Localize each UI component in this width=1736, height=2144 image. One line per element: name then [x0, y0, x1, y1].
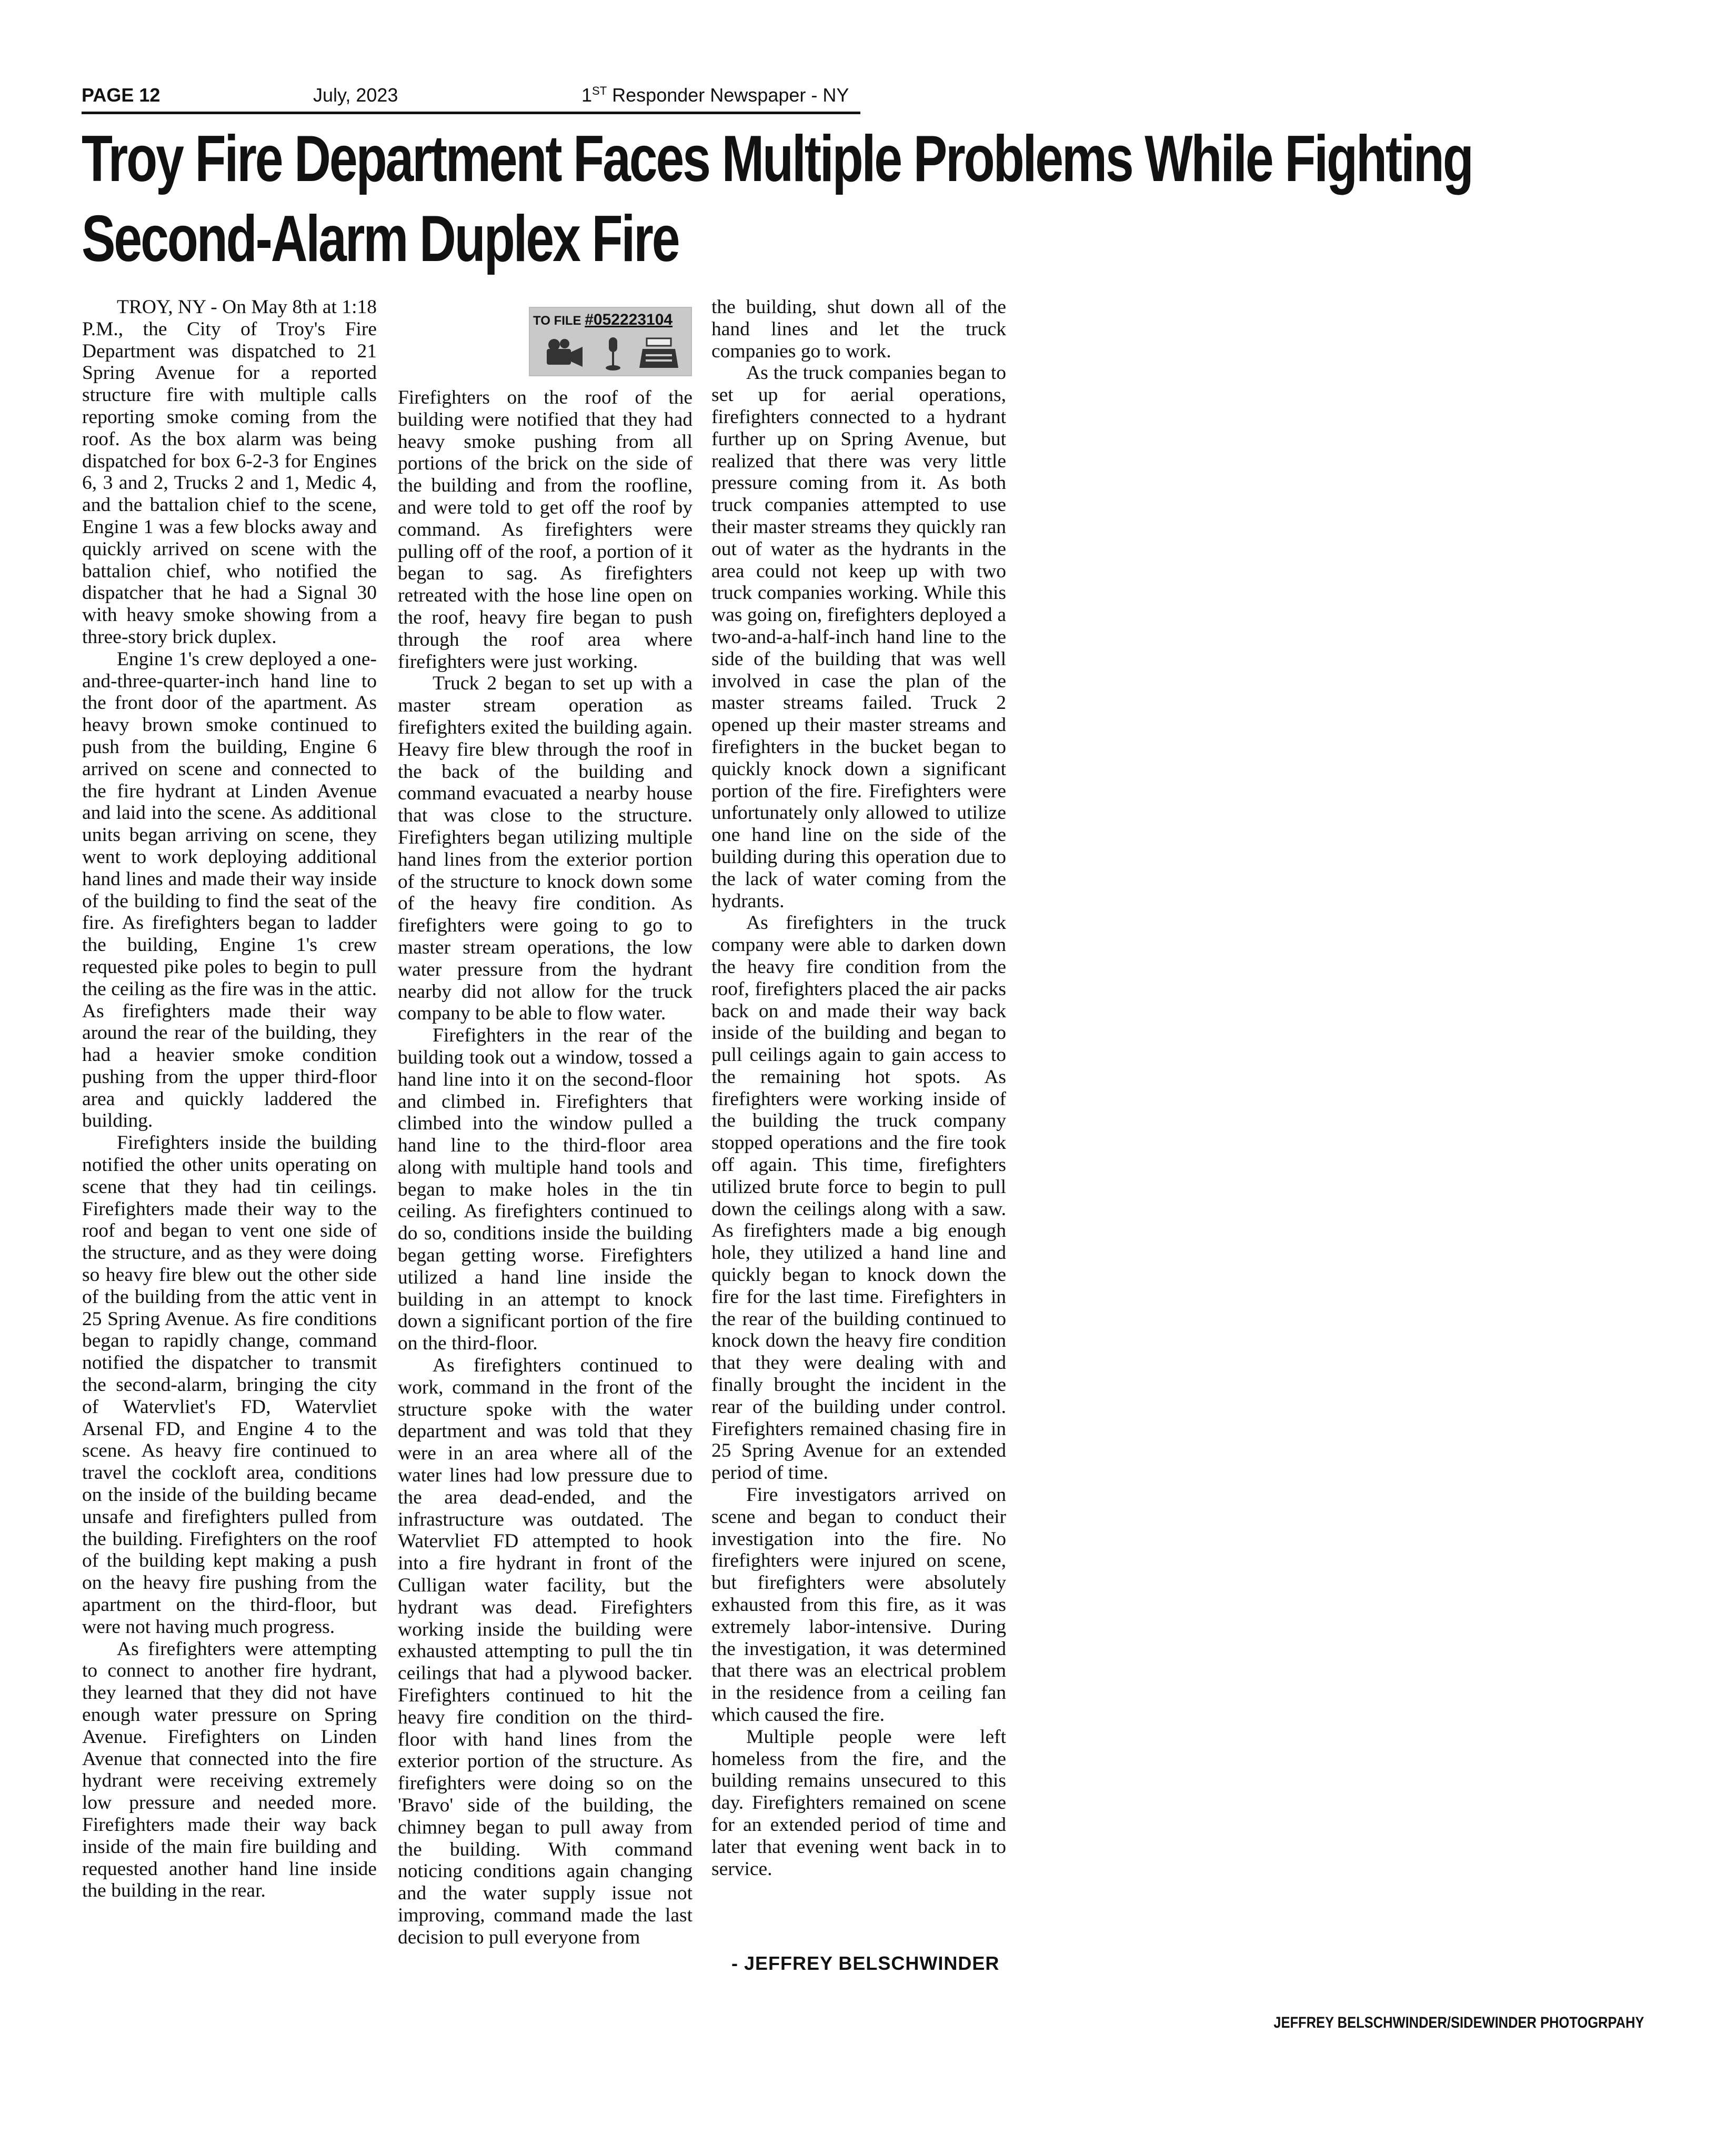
paragraph: As firefighters in the truck company were able to darken down the heavy fire condition from the roof, firefighters placed the air packs back on and made their way back inside of the building and began to pull ceilings again to gain access to the remaining hot spots. As firefighters were working inside of the building the truck company stopped operations and the fire took off again. This time, firefighters utilized brute force to begin to pull down the ceilings along with a saw. As firefighters made a big enough hole, they utilized a hand line and quickly began to knock down the fire for the last time. Firefighters in the rear of the building continued to knock down the heavy fire condition that they were dealing with and finally brought the incident in the rear of the building under control. Firefighters remained chasing fire in 25 Spring Avenue for an extended period of time.	[711, 912, 1006, 1484]
newspaper-name-rest: Responder Newspaper - NY	[607, 84, 849, 106]
paragraph: TROY, NY - On May 8th at 1:18 P.M., the City of Troy's Fire Department was dispatched to 21 Spring Avenue for a reported structure fire with multiple calls reporting smoke coming from the roof. As the box alarm was being dispatched for box 6-2-3 for Engines 6, 3 and 2, Trucks 2 and 1, Medic 4, and the battalion chief to the scene, Engine 1 was a few blocks away and quickly arrived on scene with the battalion chief, who notified the dispatcher that he had a Signal 30 with heavy smoke showing from a three-story brick duplex.	[82, 296, 377, 648]
video-camera-icon	[545, 335, 586, 372]
to-file-label	[533, 311, 689, 333]
paragraph: Firefighters inside the building notified the other units operating on scene that they had tin ceilings. Firefighters made their way to the roof and began to vent one side of the structure, and as they were doing so heavy fire blew out the other side of the building from the attic vent in 25 Spring Avenue. As fire conditions began to rapidly change, command notified the dispatcher to transmit the second-alarm, bringing the city of Watervliet's FD, Watervliet Arsenal FD, and Engine 4 to the scene. As heavy fire continued to travel the cockloft area, conditions on the inside of the building became unsafe and firefighters pulled from the building. Firefighters on the roof of the building kept making a push on the heavy fire pushing from the apartment on the third-floor, but were not having much progress.	[82, 1132, 377, 1638]
paragraph: Fire investigators arrived on scene and began to conduct their investigation into the fire. No firefighters were injured on scene, but firefighters were absolutely exhausted from this fire, as it was extremely labor-intensive. During the investigation, it was determined that there was an electrical problem in the residence from a ceiling fan which caused the fire.	[711, 1484, 1006, 1726]
newspaper-name-prefix: 1	[581, 84, 593, 106]
paragraph: Engine 1's crew deployed a one-and-three-quarter-inch hand line to the front door of the apartment. As heavy brown smoke continued to push from the building, Engine 6 arrived on scene and connected to the fire hydrant at Linden Avenue and laid into the scene. As additional units began arriving on scene, they went to work deploying additional hand lines and made their way inside of the building to find the seat of the fire. As firefighters began to ladder the building, Engine 1's crew requested pike poles to begin to pull the ceiling as the fire was in the attic. As firefighters made their way around the rear of the building, they had a heavier smoke condition pushing from the upper third-floor area and quickly laddered the building.	[82, 648, 377, 1132]
headline-line-1: Troy Fire Department Faces Multiple Problems While Fighting	[82, 123, 1472, 195]
page-header	[82, 78, 860, 114]
microphone-icon	[603, 335, 624, 372]
to-file-prefix: TO FILE	[533, 314, 585, 328]
paragraph: As the truck companies began to set up for aerial operations, firefighters connected to a hydrant further up on Spring Avenue, but realized that there was very little pressure coming from it. As both truck companies attempted to use their master streams they quickly ran out of water as the hydrants in the area could not keep up with two truck companies working. While this was going on, firefighters deployed a two-and-a-half-inch hand line to the side of the building that was well involved in case the plan of the master streams failed. Truck 2 opened up their master streams and firefighters in the bucket began to quickly knock down a significant portion of the fire. Firefighters were unfortunately only allowed to utilize one hand line on the side of the building during this operation due to the lack of water coming from the hydrants.	[711, 362, 1006, 912]
paragraph: Multiple people were left homeless from the fire, and the building remains unsecured to this day. Firefighters remained on scene for an extended period of time and later that evening went back in to service.	[711, 1726, 1006, 1880]
paragraph: As firefighters were attempting to connect to another fire hydrant, they learned that they did not have enough water pressure on Spring Avenue. Firefighters on Linden Avenue that connected into the fire hydrant were receiving extremely low pressure and needed more. Firefighters made their way back inside of the main fire building and requested another hand line inside the building in the rear.	[82, 1638, 377, 1902]
paragraph: Firefighters on the roof of the building were notified that they had heavy smoke pushing from all portions of the brick on the side of the building and from the roofline, and were told to get off the roof by command. As firefighters were pulling off of the roof, a portion of it began to sag. As firefighters retreated with the hose line open on the roof, heavy fire began to push through the roof area where firefighters were just working.	[398, 387, 693, 673]
typewriter-icon	[638, 335, 679, 372]
issue-date: July, 2023	[313, 84, 398, 106]
to-file-number: #052223104	[585, 311, 673, 328]
headline	[82, 119, 1472, 279]
page-number: PAGE 12	[82, 84, 160, 106]
photo-credit: JEFFREY BELSCHWINDER/SIDEWINDER PHOTOGRPAHY	[1273, 2014, 1644, 2031]
paragraph: Truck 2 began to set up with a master stream operation as firefighters exited the building again. Heavy fire blew through the roof in the back of the building and command evacuated a nearby house that was close to the structure. Firefighters began utilizing multiple hand lines from the exterior portion of the structure to knock down some of the heavy fire condition. As firefighters were going to go to master stream operations, the low water pressure from the hydrant nearby did not allow for the truck company to be able to flow water.	[398, 673, 693, 1025]
article-column-1	[82, 296, 377, 1902]
byline: - JEFFREY BELSCHWINDER	[731, 1952, 1000, 1974]
newspaper-name	[581, 84, 849, 106]
paragraph: Firefighters in the rear of the building took out a window, tossed a hand line into it on the second-floor and climbed in. Firefighters that climbed into the window pulled a hand line to the third-floor area along with multiple hand tools and began to make holes in the tin ceiling. As firefighters continued to do so, conditions inside the building began getting worse. Firefighters utilized a hand line inside the building in an attempt to knock down a significant portion of the fire on the third-floor.	[398, 1025, 693, 1355]
headline-line-2: Second-Alarm Duplex Fire	[82, 203, 679, 275]
paragraph: the building, shut down all of the hand lines and let the truck companies go to work.	[711, 296, 1006, 362]
to-file-box	[529, 307, 692, 376]
article-column-2	[398, 387, 693, 1949]
paragraph: As firefighters continued to work, command in the front of the structure spoke with the water department and was told that they were in an area where all of the water lines had low pressure due to the area dead-ended, and the infrastructure was outdated. The Watervliet FD attempted to hook into a fire hydrant in front of the Culligan water facility, but the hydrant was dead. Firefighters working inside the building were exhausted attempting to pull the tin ceilings that had a plywood backer. Firefighters continued to hit the heavy fire condition on the third-floor with hand lines from the exterior portion of the structure. As firefighters were doing so on the 'Bravo' side of the building, the chimney began to pull away from the building. With command noticing conditions again changing and the water supply issue not improving, command made the last decision to pull everyone from	[398, 1355, 693, 1948]
article-column-3	[711, 296, 1006, 1880]
newspaper-name-superscript: ST	[592, 84, 607, 97]
